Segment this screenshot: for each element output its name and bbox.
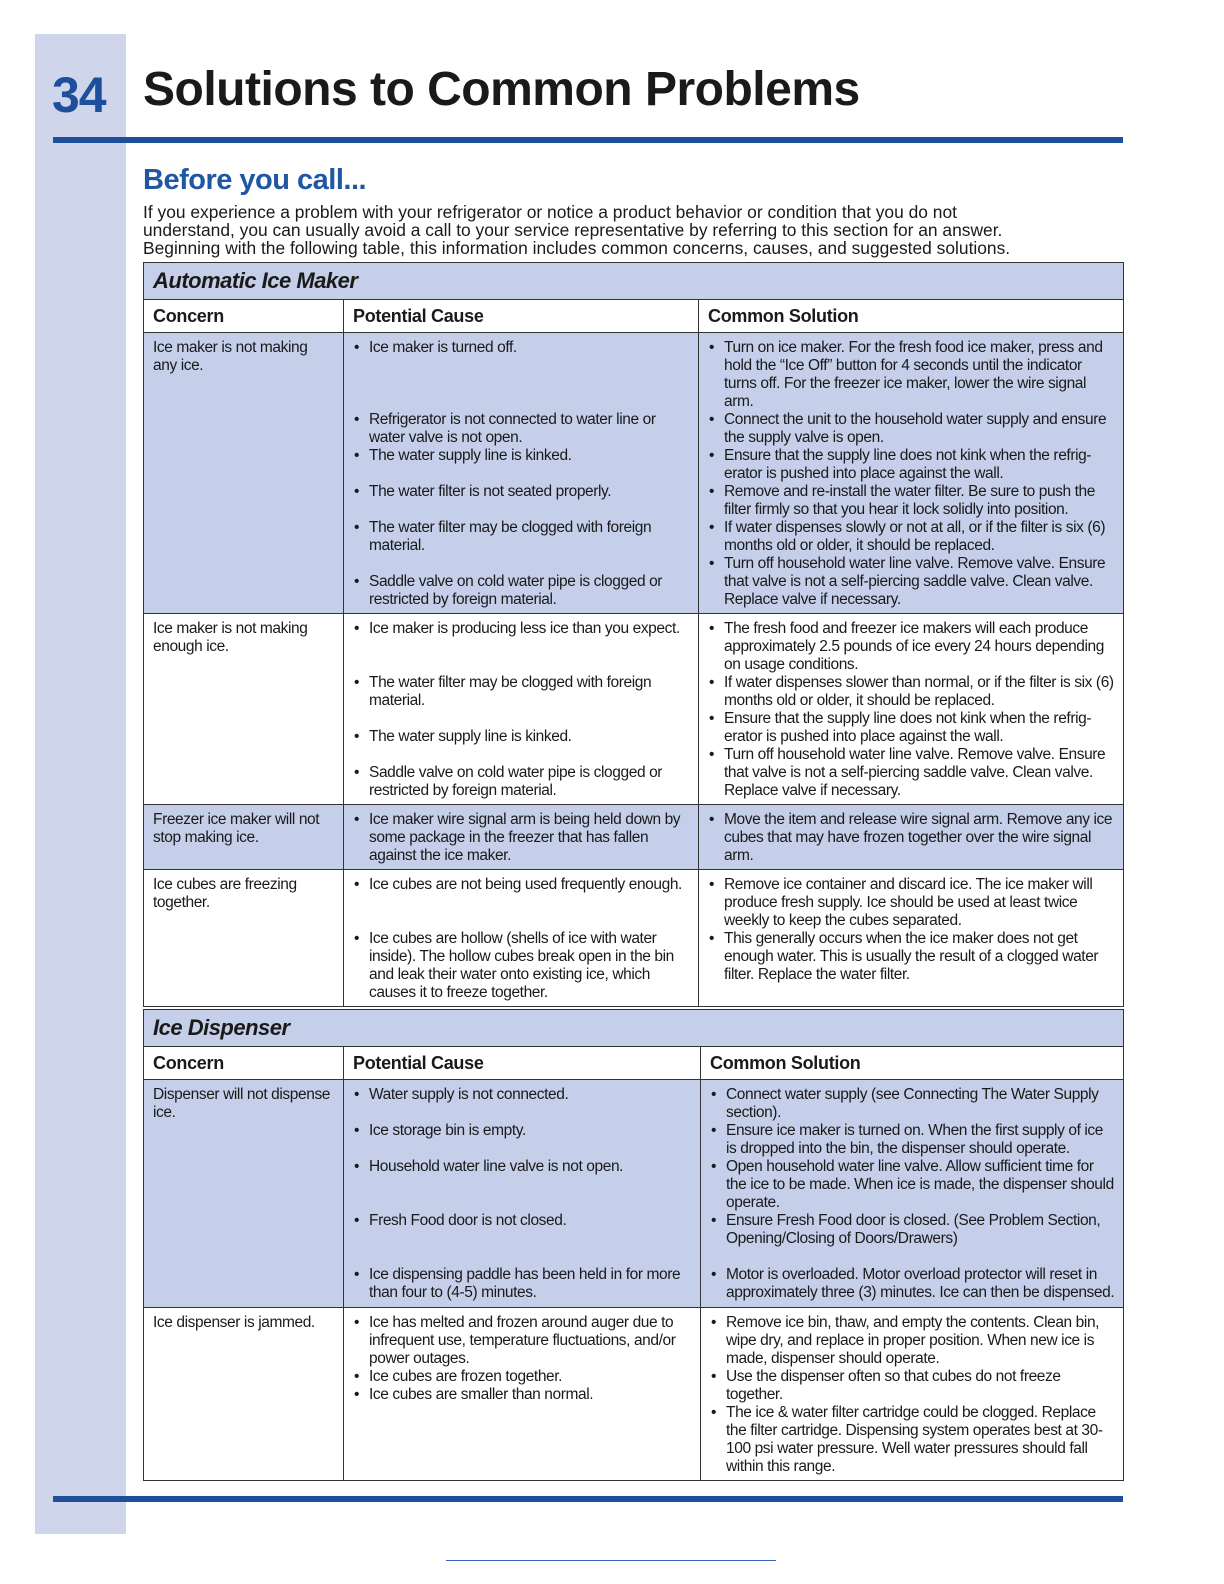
- intro-line: Beginning with the following table, this information includes common concerns, causes, and suggested solutions.: [143, 238, 1011, 258]
- solution-list: [708, 811, 1115, 865]
- solution-item: • Turn on ice maker. For the fresh food ice maker, press and hold the “Ice Off” button for 4 seconds until the indicator turns off. For the freezer ice maker, lower the wire signal arm.: [708, 339, 1115, 411]
- solution-item: • The ice & water filter cartridge could be clogged. Replace the filter cartridge. Dispensing system operates best at 30-100 psi water pressure. Well water pressures should fall within this range.: [710, 1404, 1115, 1476]
- solution-item: • Ensure that the supply line does not kink when the refrig-erator is pushed into place against the wall.: [708, 710, 1115, 746]
- concern-cell: Ice maker is not making any ice.: [153, 339, 308, 374]
- cause-item: • The water filter may be clogged with foreign material.: [353, 674, 690, 710]
- solution-item: • Remove ice bin, thaw, and empty the contents. Clean bin, wipe dry, and replace in proper position. When new ice is made, dispenser should operate.: [710, 1314, 1115, 1368]
- solution-item: • Connect water supply (see Connecting The Water Supply section).: [710, 1086, 1115, 1122]
- column-header-cause: Potential Cause: [344, 300, 699, 333]
- cause-list: [353, 1086, 692, 1302]
- solution-list: [710, 1086, 1115, 1302]
- header-rule: [53, 137, 1123, 143]
- cause-item: • Ice cubes are not being used frequently enough.: [353, 876, 690, 894]
- section-subtitle: Before you call...: [143, 164, 367, 196]
- column-header-concern: Concern: [144, 1047, 344, 1080]
- solution-item: • Ensure Fresh Food door is closed. (See Problem Section, Opening/Closing of Doors/Drawers): [710, 1212, 1115, 1248]
- ice-dispenser-table: [143, 1009, 1124, 1481]
- cause-item: • The water filter is not seated properly.: [353, 483, 690, 501]
- cause-list: [353, 339, 690, 609]
- page-number: 34: [52, 67, 106, 123]
- table-row: [144, 333, 1124, 614]
- cause-item: • Ice cubes are smaller than normal.: [353, 1386, 692, 1404]
- cause-list: [353, 811, 690, 865]
- intro-line: If you experience a problem with your refrigerator or notice a product behavior or condition that you do not: [143, 202, 957, 222]
- intro-line: understand, you can usually avoid a call to your service representative by referring to this section for an answer.: [143, 220, 1003, 240]
- table-row: [144, 1308, 1124, 1481]
- solution-list: [708, 876, 1115, 984]
- solution-item: • Ensure that the supply line does not kink when the refrig-erator is pushed into place against the wall.: [708, 447, 1115, 483]
- cause-item: • Ice has melted and frozen around auger due to infrequent use, temperature fluctuations, and/or power outages.: [353, 1314, 692, 1368]
- solution-item: • Remove and re-install the water filter. Be sure to push the filter firmly so that you hear it lock solidly into position.: [708, 483, 1115, 519]
- cause-list: [353, 1314, 692, 1404]
- ice-maker-table: [143, 262, 1124, 1007]
- concern-cell: Ice dispenser is jammed.: [153, 1314, 315, 1331]
- solution-item: • Turn off household water line valve. Remove valve. Ensure that valve is not a self-piercing saddle valve. Clean valve. Replace valve if necessary.: [708, 746, 1115, 800]
- solution-item: • Turn off household water line valve. Remove valve. Ensure that valve is not a self-piercing saddle valve. Clean valve. Replace valve if necessary.: [708, 555, 1115, 609]
- solution-item: • If water dispenses slowly or not at all, or if the filter is six (6) months old or older, it should be replaced.: [708, 519, 1115, 555]
- solution-item: • Open household water line valve. Allow sufficient time for the ice to be made. When ice is made, the dispenser should operate.: [710, 1158, 1115, 1212]
- column-header-concern: Concern: [144, 300, 344, 333]
- ice-maker-table-title: Automatic Ice Maker: [144, 263, 1124, 300]
- ice-dispenser-table-title: Ice Dispenser: [144, 1010, 1124, 1047]
- concern-cell: Ice maker is not making enough ice.: [153, 620, 308, 655]
- solution-item: • Ensure ice maker is turned on. When the first supply of ice is dropped into the bin, the dispenser should operate.: [710, 1122, 1115, 1158]
- solution-list: [708, 620, 1115, 800]
- cause-item: • Ice maker wire signal arm is being held down by some package in the freezer that has fallen against the ice maker.: [353, 811, 690, 865]
- solution-item: • Move the item and release wire signal arm. Remove any ice cubes that may have frozen together over the wire signal arm.: [708, 811, 1115, 865]
- cause-item: • Ice dispensing paddle has been held in for more than four to (4-5) minutes.: [353, 1266, 692, 1302]
- cause-item: • Ice maker is turned off.: [353, 339, 690, 357]
- cause-item: • The water supply line is kinked.: [353, 447, 690, 465]
- footer-rule: [53, 1496, 1123, 1502]
- solution-item: • Use the dispenser often so that cubes do not freeze together.: [710, 1368, 1115, 1404]
- cause-list: [353, 620, 690, 800]
- cause-item: • Ice cubes are hollow (shells of ice with water inside). The hollow cubes break open in the bin and leak their water onto existing ice, which causes it to freeze together.: [353, 930, 690, 1002]
- table-row: [144, 614, 1124, 805]
- solution-item: • Remove ice container and discard ice. The ice maker will produce fresh supply. Ice should be used at least twice weekly to keep the cubes separated.: [708, 876, 1115, 930]
- intro-paragraph: [143, 203, 1123, 257]
- cause-list: [353, 876, 690, 1002]
- cause-item: • The water supply line is kinked.: [353, 728, 690, 746]
- concern-cell: Freezer ice maker will not stop making ice.: [153, 811, 320, 846]
- column-header-solution: Common Solution: [699, 300, 1124, 333]
- cause-item: • Saddle valve on cold water pipe is clogged or restricted by foreign material.: [353, 764, 690, 800]
- cause-item: • Water supply is not connected.: [353, 1086, 692, 1104]
- concern-cell: Dispenser will not dispense ice.: [153, 1086, 331, 1121]
- page-title: Solutions to Common Problems: [143, 63, 860, 116]
- column-header-solution: Common Solution: [701, 1047, 1124, 1080]
- concern-cell: Ice cubes are freezing together.: [153, 876, 297, 911]
- table-row: [144, 1080, 1124, 1308]
- solution-list: [708, 339, 1115, 609]
- cause-item: • Ice maker is producing less ice than you expect.: [353, 620, 690, 638]
- solution-list: [710, 1314, 1115, 1476]
- cause-item: • Ice storage bin is empty.: [353, 1122, 692, 1140]
- cause-item: • Refrigerator is not connected to water line or water valve is not open.: [353, 411, 690, 447]
- solution-item: • Motor is overloaded. Motor overload protector will reset in approximately three (3) minutes. Ice can then be dispensed.: [710, 1266, 1115, 1302]
- footer-link-underline: [446, 1560, 776, 1561]
- cause-item: • Saddle valve on cold water pipe is clogged or restricted by foreign material.: [353, 573, 690, 609]
- solution-item: • The fresh food and freezer ice makers will each produce approximately 2.5 pounds of ice every 24 hours depending on usage conditions.: [708, 620, 1115, 674]
- table-row: [144, 805, 1124, 870]
- side-band: [35, 34, 126, 1534]
- column-header-cause: Potential Cause: [344, 1047, 701, 1080]
- table-row: [144, 870, 1124, 1007]
- cause-item: • Household water line valve is not open.: [353, 1158, 692, 1176]
- cause-item: • Ice cubes are frozen together.: [353, 1368, 692, 1386]
- solution-item: • This generally occurs when the ice maker does not get enough water. This is usually the result of a clogged water filter. Replace the water filter.: [708, 930, 1115, 984]
- solution-item: • If water dispenses slower than normal, or if the filter is six (6) months old or older, it should be replaced.: [708, 674, 1115, 710]
- cause-item: • The water filter may be clogged with foreign material.: [353, 519, 690, 555]
- solution-item: • Connect the unit to the household water supply and ensure the supply valve is open.: [708, 411, 1115, 447]
- cause-item: • Fresh Food door is not closed.: [353, 1212, 692, 1230]
